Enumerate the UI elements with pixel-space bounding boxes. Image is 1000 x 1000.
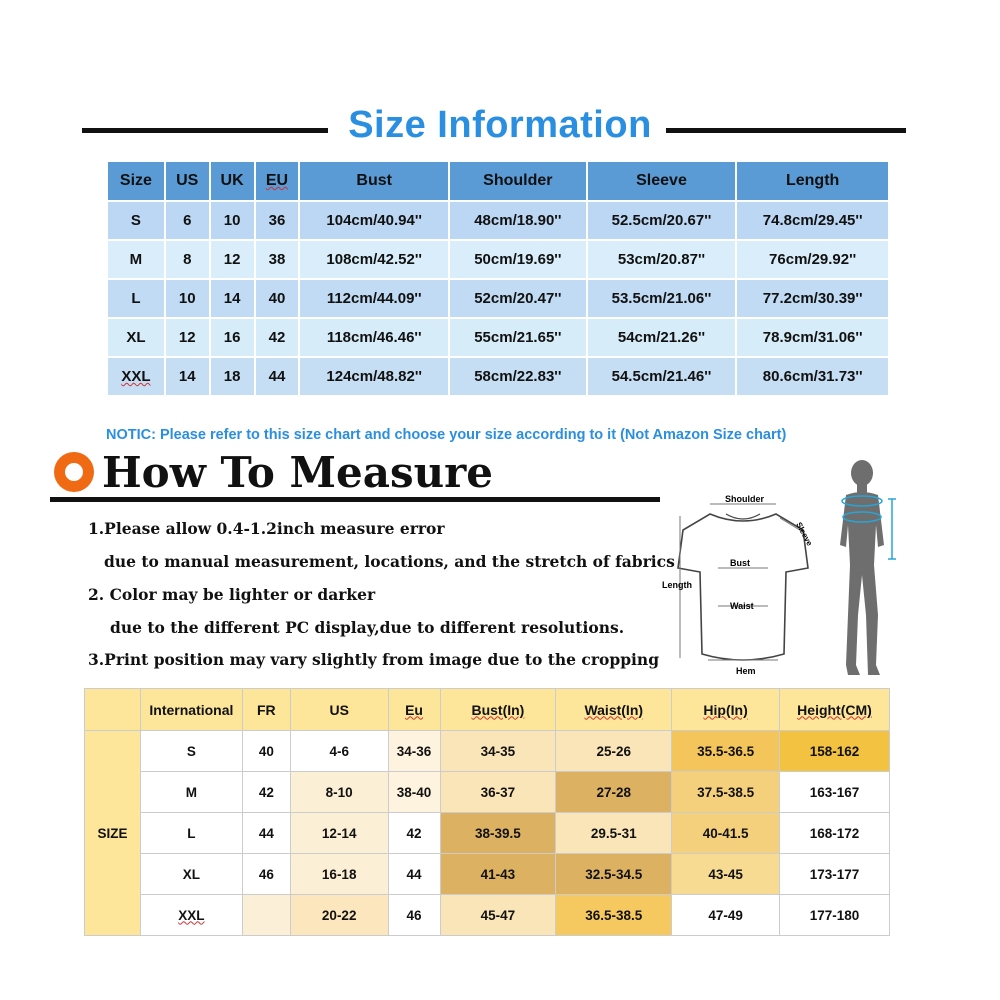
size-notice: NOTIC: Please refer to this size chart and choose your size according to it (Not Amazon Size chart) (106, 427, 787, 443)
size-header-cell: Size (107, 161, 165, 201)
table-row (107, 357, 889, 396)
size-cell: 58cm/22.83'' (449, 357, 587, 396)
int-cell: 46 (242, 854, 290, 895)
circle-icon (54, 452, 94, 492)
size-cell: 38 (255, 240, 300, 279)
size-cell: 50cm/19.69'' (449, 240, 587, 279)
int-header-cell: US (290, 689, 388, 731)
international-size-table (84, 688, 890, 936)
size-table (106, 160, 890, 397)
measure-rule (50, 497, 660, 502)
int-cell: 158-162 (780, 731, 890, 772)
table-row (107, 240, 889, 279)
title-rule-left (82, 128, 328, 133)
table-row (85, 772, 890, 813)
int-cell (242, 895, 290, 936)
int-cell: 27-28 (556, 772, 672, 813)
int-cell: 32.5-34.5 (556, 854, 672, 895)
size-cell: 18 (210, 357, 255, 396)
size-cell: 52cm/20.47'' (449, 279, 587, 318)
size-cell: 112cm/44.09'' (299, 279, 449, 318)
size-cell: 10 (210, 201, 255, 240)
size-cell: 42 (255, 318, 300, 357)
int-cell: S (140, 731, 242, 772)
int-cell: 36.5-38.5 (556, 895, 672, 936)
size-cell: 40 (255, 279, 300, 318)
size-cell: L (107, 279, 165, 318)
int-cell: 16-18 (290, 854, 388, 895)
size-cell: 6 (165, 201, 210, 240)
int-cell: 173-177 (780, 854, 890, 895)
size-cell: 104cm/40.94'' (299, 201, 449, 240)
label-shoulder: Shoulder (725, 494, 765, 504)
shirt-outline-icon (678, 514, 808, 660)
int-cell: 47-49 (672, 895, 780, 936)
int-cell: 41-43 (440, 854, 556, 895)
size-cell: 118cm/46.46'' (299, 318, 449, 357)
size-cell: 54.5cm/21.46'' (587, 357, 737, 396)
shirt-diagram (658, 488, 828, 680)
int-cell: 12-14 (290, 813, 388, 854)
table-row (107, 318, 889, 357)
size-cell: 52.5cm/20.67'' (587, 201, 737, 240)
size-cell: 36 (255, 201, 300, 240)
label-length: Length (662, 580, 692, 590)
size-cell: 44 (255, 357, 300, 396)
table-row (85, 854, 890, 895)
size-cell: 12 (210, 240, 255, 279)
int-cell: 38-39.5 (440, 813, 556, 854)
int-cell: 20-22 (290, 895, 388, 936)
size-header-cell: Shoulder (449, 161, 587, 201)
note-3: 3.Print position may vary slightly from image due to the cropping (88, 650, 660, 669)
size-cell: 14 (165, 357, 210, 396)
int-header-cell: International (140, 689, 242, 731)
int-cell: 8-10 (290, 772, 388, 813)
int-cell: XL (140, 854, 242, 895)
int-cell: 29.5-31 (556, 813, 672, 854)
int-cell: 35.5-36.5 (672, 731, 780, 772)
size-table-header (107, 161, 889, 201)
int-header-cell: Eu (388, 689, 440, 731)
size-header-cell: Bust (299, 161, 449, 201)
page-title: Size Information (348, 104, 652, 146)
int-cell: M (140, 772, 242, 813)
int-cell: 40-41.5 (672, 813, 780, 854)
size-cell: 53cm/20.87'' (587, 240, 737, 279)
size-cell: 108cm/42.52'' (299, 240, 449, 279)
int-cell: 44 (242, 813, 290, 854)
int-cell: 25-26 (556, 731, 672, 772)
size-cell: 16 (210, 318, 255, 357)
int-table-header (85, 689, 890, 731)
size-cell: 14 (210, 279, 255, 318)
size-cell: 48cm/18.90'' (449, 201, 587, 240)
title-rule-right (666, 128, 906, 133)
int-cell: 46 (388, 895, 440, 936)
int-cell: L (140, 813, 242, 854)
table-row (107, 201, 889, 240)
int-cell: 177-180 (780, 895, 890, 936)
int-cell: 4-6 (290, 731, 388, 772)
size-cell: 12 (165, 318, 210, 357)
size-cell: XL (107, 318, 165, 357)
label-waist: Waist (730, 601, 754, 611)
size-cell: 8 (165, 240, 210, 279)
size-label-cell: SIZE (85, 731, 141, 936)
note-2-detail: due to the different PC display,due to different resolutions. (110, 618, 625, 637)
int-cell: 44 (388, 854, 440, 895)
size-cell: 76cm/29.92'' (736, 240, 889, 279)
int-cell: 38-40 (388, 772, 440, 813)
body-silhouette (830, 455, 900, 683)
int-cell: 42 (242, 772, 290, 813)
size-cell: 80.6cm/31.73'' (736, 357, 889, 396)
table-row (107, 279, 889, 318)
int-header-cell: FR (242, 689, 290, 731)
int-cell: 37.5-38.5 (672, 772, 780, 813)
int-cell: 43-45 (672, 854, 780, 895)
int-header-cell: Hip(In) (672, 689, 780, 731)
table-row (85, 731, 890, 772)
int-cell: 36-37 (440, 772, 556, 813)
int-cell: XXL (140, 895, 242, 936)
size-cell: 74.8cm/29.45'' (736, 201, 889, 240)
int-cell: 40 (242, 731, 290, 772)
int-header-blank (85, 689, 141, 731)
note-2: 2. Color may be lighter or darker (88, 585, 376, 604)
int-cell: 34-36 (388, 731, 440, 772)
int-header-cell: Height(CM) (780, 689, 890, 731)
int-cell: 168-172 (780, 813, 890, 854)
size-header-cell: Sleeve (587, 161, 737, 201)
size-cell: 54cm/21.26'' (587, 318, 737, 357)
label-bust: Bust (730, 558, 750, 568)
size-header-cell: Length (736, 161, 889, 201)
int-cell: 163-167 (780, 772, 890, 813)
size-header-cell: US (165, 161, 210, 201)
size-header-cell: EU (255, 161, 300, 201)
table-row (85, 813, 890, 854)
size-cell: 53.5cm/21.06'' (587, 279, 737, 318)
int-header-cell: Waist(In) (556, 689, 672, 731)
size-header-cell: UK (210, 161, 255, 201)
label-sleeve: Sleeve (794, 520, 815, 548)
size-cell: S (107, 201, 165, 240)
int-cell: 45-47 (440, 895, 556, 936)
int-cell: 42 (388, 813, 440, 854)
size-cell: XXL (107, 357, 165, 396)
note-1: 1.Please allow 0.4-1.2inch measure error (88, 519, 445, 538)
int-cell: 34-35 (440, 731, 556, 772)
int-header-cell: Bust(In) (440, 689, 556, 731)
size-cell: 78.9cm/31.06'' (736, 318, 889, 357)
size-cell: 77.2cm/30.39'' (736, 279, 889, 318)
label-hem: Hem (736, 666, 756, 676)
measure-title: How To Measure (102, 448, 494, 497)
table-row (85, 895, 890, 936)
size-cell: M (107, 240, 165, 279)
note-1-detail: due to manual measurement, locations, and the stretch of fabrics (104, 552, 675, 571)
size-cell: 124cm/48.82'' (299, 357, 449, 396)
size-cell: 55cm/21.65'' (449, 318, 587, 357)
size-cell: 10 (165, 279, 210, 318)
